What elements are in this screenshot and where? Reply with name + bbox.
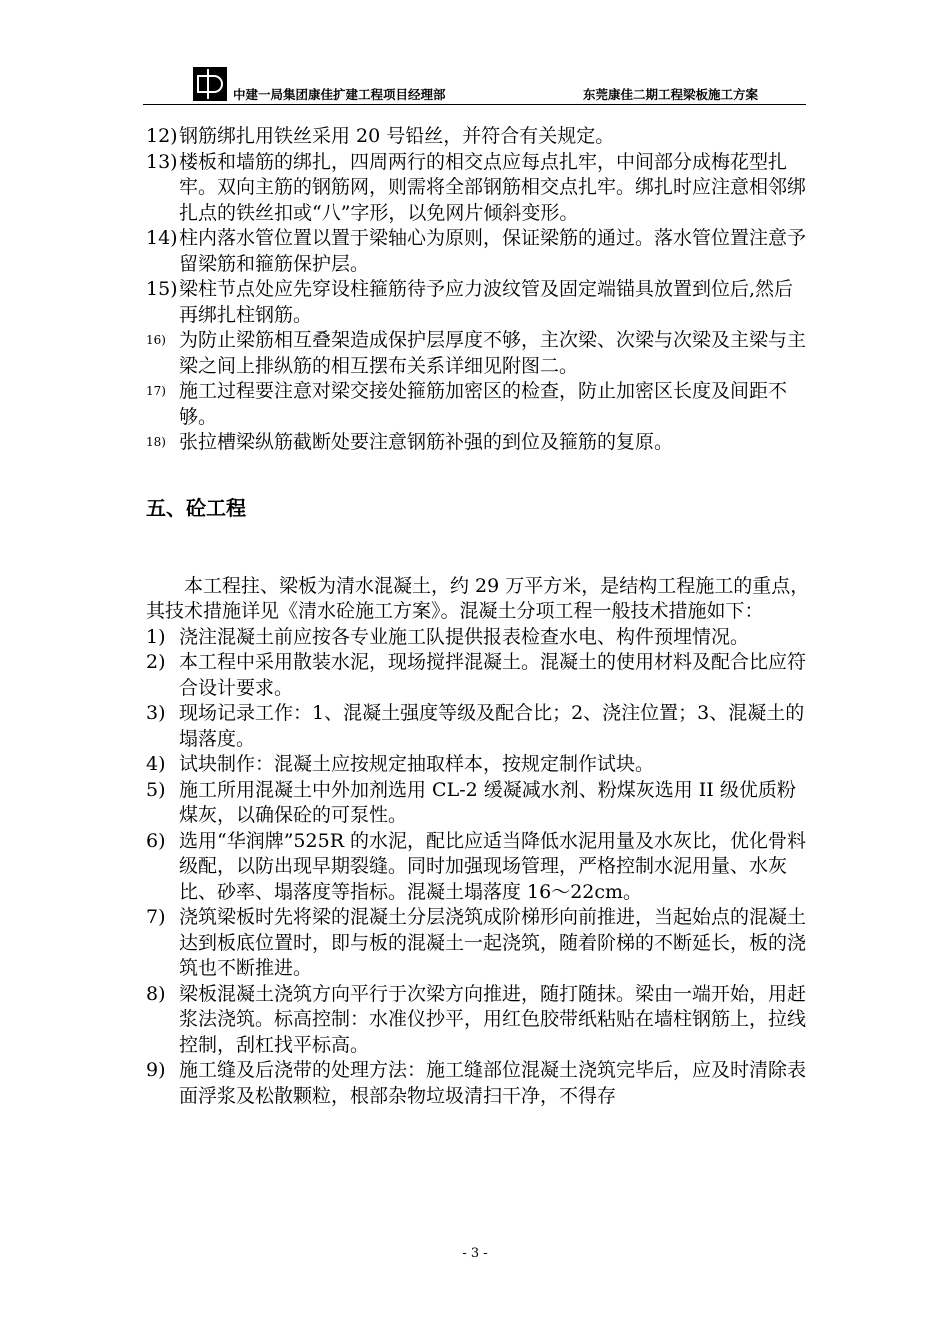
- list-item: [146, 829, 812, 906]
- list-item: [146, 778, 812, 829]
- item-number: 16): [146, 333, 166, 347]
- list-item: [146, 905, 812, 982]
- list-item: [146, 226, 812, 277]
- list-item: [146, 379, 812, 430]
- page-number: - 3 -: [462, 1246, 488, 1261]
- rebar-list: [146, 124, 812, 456]
- item-text: 施工所用混凝土中外加剂选用 CL-2 缓凝减水剂、粉煤灰选用 II 级优质粉煤灰，以确保砼的可泵性。: [179, 778, 796, 826]
- company-logo: [193, 67, 227, 101]
- item-number: 2): [146, 651, 166, 673]
- list-item: [146, 150, 812, 227]
- item-text: 梁板混凝土浇筑方向平行于次梁方向推进，随打随抹。梁由一端开始，用赶浆法浇筑。标高控制：水准仪抄平，用红色胶带纸粘贴在墙柱钢筋上，拉线控制，刮杠找平标高。: [179, 982, 807, 1056]
- item-number: 13): [146, 150, 178, 173]
- item-text: 选用“华润牌”525R 的水泥，配比应适当降低水泥用量及水灰比，优化骨料级配，以防出现早期裂缝。同时加强现场管理，严格控制水泥用量、水灰比、砂率、塌落度等指标。混凝土塌落度 16～22cm。: [179, 829, 807, 903]
- concrete-list: [146, 625, 812, 1110]
- item-number: 4): [146, 753, 166, 775]
- list-item: [146, 430, 812, 456]
- item-number: 8): [146, 982, 166, 1005]
- item-text: 浇筑梁板时先将梁的混凝土分层浇筑成阶梯形向前推进，当起始点的混凝土达到板底位置时，即与板的混凝土一起浇筑，随着阶梯的不断延长，板的浇筑也不断推进。: [179, 906, 807, 979]
- item-text: 张拉槽梁纵筋截断处要注意钢筋补强的到位及箍筋的复原。: [179, 431, 674, 453]
- header-left-text: 中建一局集团康佳扩建工程项目经理部: [233, 87, 446, 102]
- item-number: 12): [146, 125, 178, 147]
- item-text: 试块制作：混凝土应按规定抽取样本，按规定制作试块。: [179, 753, 655, 775]
- item-text: 为防止梁筋相互叠架造成保护层厚度不够，主次梁、次梁与次梁及主梁与主梁之间上排纵筋的相互摆布关系详细见附图二。: [179, 329, 807, 377]
- item-text: 钢筋绑扎用铁丝采用 20 号铅丝，并符合有关规定。: [179, 125, 615, 147]
- item-text: 现场记录工作：1、混凝土强度等级及配合比；2、浇注位置；3、混凝土的塌落度。: [179, 702, 805, 750]
- section-heading: 五、砼工程: [146, 495, 246, 520]
- list-item: [146, 1058, 812, 1109]
- item-text: 柱内落水管位置以置于梁轴心为原则，保证梁筋的通过。落水管位置注意予留梁筋和箍筋保护层。: [179, 227, 807, 275]
- item-text: 浇注混凝土前应按各专业施工队提供报表检查水电、构件预埋情况。: [179, 625, 750, 648]
- item-text: 楼板和墙筋的绑扎，四周两行的相交点应每点扎牢，中间部分成梅花型扎牢。双向主筋的钢筋网，则需将全部钢筋相交点扎牢。绑扎时应注意相邻绑扎点的铁丝扣或“八”字形，以免网片倾斜变形。: [179, 150, 807, 224]
- list-item: [146, 701, 812, 752]
- list-item: [146, 982, 812, 1059]
- item-number: 15): [146, 278, 178, 300]
- item-number: 7): [146, 906, 166, 928]
- item-number: 1): [146, 625, 166, 648]
- page-header: [143, 62, 806, 105]
- item-number: 5): [146, 778, 166, 801]
- item-text: 本工程中采用散装水泥，现场搅拌混凝土。混凝土的使用材料及配合比应符合设计要求。: [179, 651, 807, 699]
- list-item: [146, 625, 812, 651]
- item-number: 3): [146, 702, 166, 724]
- item-number: 6): [146, 829, 166, 852]
- list-item: [146, 752, 812, 778]
- item-number: 17): [146, 384, 166, 398]
- item-number: 18): [146, 435, 166, 449]
- list-item: [146, 650, 812, 701]
- list-item: [146, 124, 812, 150]
- header-right-text: 东莞康佳二期工程梁板施工方案: [582, 87, 758, 102]
- list-item: [146, 277, 812, 328]
- item-text: 梁柱节点处应先穿设柱箍筋待予应力波纹管及固定端锚具放置到位后,然后再绑扎柱钢筋。: [179, 278, 794, 326]
- intro-paragraph: 本工程拄、梁板为清水混凝土，约 29 万平方米，是结构工程施工的重点，其技术措施详见《清水砼施工方案》。混凝土分项工程一般技术措施如下：: [146, 574, 810, 622]
- list-item: [146, 328, 812, 379]
- item-text: 施工过程要注意对梁交接处箍筋加密区的检查，防止加密区长度及间距不够。: [179, 380, 788, 428]
- item-number: 14): [146, 227, 178, 249]
- item-number: 9): [146, 1059, 166, 1081]
- document-body: [146, 124, 812, 1109]
- item-text: 施工缝及后浇带的处理方法：施工缝部位混凝土浇筑完毕后，应及时清除表面浮浆及松散颗粒，根部杂物垃圾清扫干净，不得存: [179, 1059, 807, 1107]
